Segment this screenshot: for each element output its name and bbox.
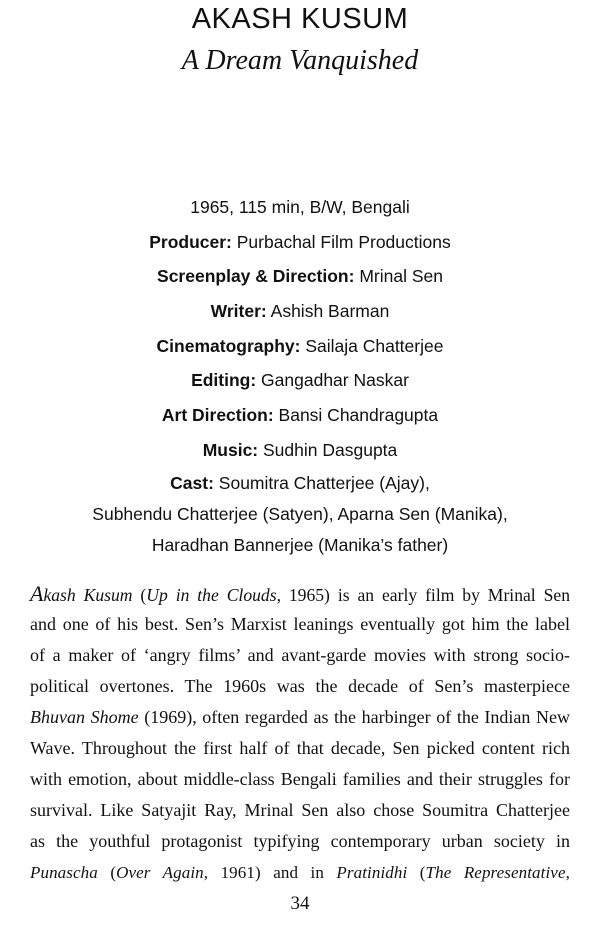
credit-label: Art Direction: — [161, 405, 274, 426]
body-line: Wave. Throughout the first half of that decade, Sen picked content rich — [30, 738, 570, 758]
credit-art-direction — [0, 398, 600, 433]
body-line: survival. Like Satyajit Ray, Mrinal Sen also chose Soumitra Chatterjee — [30, 800, 570, 820]
film-title: Up in the Clouds — [146, 585, 277, 605]
credit-cast-line-2: Subhendu Chatterjee (Satyen), Aparna Sen (Manika), — [92, 503, 508, 524]
credit-value: Soumitra Chatterjee (Ajay), — [213, 472, 430, 493]
credit-value: Mrinal Sen — [354, 266, 443, 287]
credit-value: Bansi Chandragupta — [273, 405, 439, 426]
body-line: of a maker of ‘angry films’ and avant-garde movies with strong socio- — [30, 645, 570, 665]
credit-label: Producer: — [149, 231, 232, 252]
credit-screenplay — [0, 259, 600, 294]
film-title: Pratinidhi — [336, 863, 408, 882]
credit-label: Screenplay & Direction: — [157, 266, 355, 287]
chapter-title: AKASH KUSUM — [191, 3, 409, 35]
credit-value: Sudhin Dasgupta — [258, 439, 398, 460]
page-number: 34 — [290, 893, 310, 914]
film-title: kash Kusum — [43, 585, 133, 605]
credit-label: Cast: — [170, 472, 214, 493]
body-line: with emotion, about middle-class Bengali families and their struggles for — [30, 769, 570, 789]
body-line: as the youthful protagonist typifying contemporary urban society in — [30, 831, 570, 851]
film-title: Bhuvan Shome — [30, 707, 139, 727]
film-credits — [0, 190, 600, 561]
credit-value: Ashish Barman — [266, 301, 390, 322]
credit-label: Cinematography: — [156, 335, 301, 356]
body-line: political overtones. The 1960s was the decade of Sen’s masterpiece — [30, 676, 570, 696]
body-line: Punascha (Over Again, 1961) and in Pratinidhi (The Representative, — [30, 863, 570, 882]
film-title: Over Again — [116, 863, 204, 882]
credit-producer — [0, 225, 600, 260]
credit-value: Gangadhar Naskar — [256, 370, 409, 391]
chapter-subtitle: A Dream Vanquished — [181, 45, 419, 76]
film-title: Punascha — [30, 863, 98, 882]
credit-label: Editing: — [191, 370, 257, 391]
credit-value: Sailaja Chatterjee — [300, 335, 444, 356]
credit-cast-line-3: Haradhan Bannerjee (Manika’s father) — [151, 534, 449, 555]
credit-label: Music: — [202, 439, 259, 460]
film-info: 1965, 115 min, B/W, Bengali — [190, 197, 410, 217]
credit-cast — [0, 468, 600, 499]
body-paragraph — [30, 578, 570, 888]
body-line: Akash Kusum (Up in the Clouds, 1965) is an early film by Mrinal Sen — [30, 581, 570, 606]
credit-label: Writer: — [210, 301, 267, 322]
film-title: The Representative — [425, 863, 566, 882]
credit-music — [0, 433, 600, 468]
body-line: and one of his best. Sen’s Marxist leanings eventually got him the label — [30, 614, 570, 634]
initial-letter: A — [30, 581, 44, 606]
credit-value: Purbachal Film Productions — [231, 231, 451, 252]
credit-writer — [0, 294, 600, 329]
credit-cinematography — [0, 329, 600, 364]
credit-editing — [0, 363, 600, 398]
body-line: Bhuvan Shome (1969), often regarded as the harbinger of the Indian New — [30, 707, 570, 727]
